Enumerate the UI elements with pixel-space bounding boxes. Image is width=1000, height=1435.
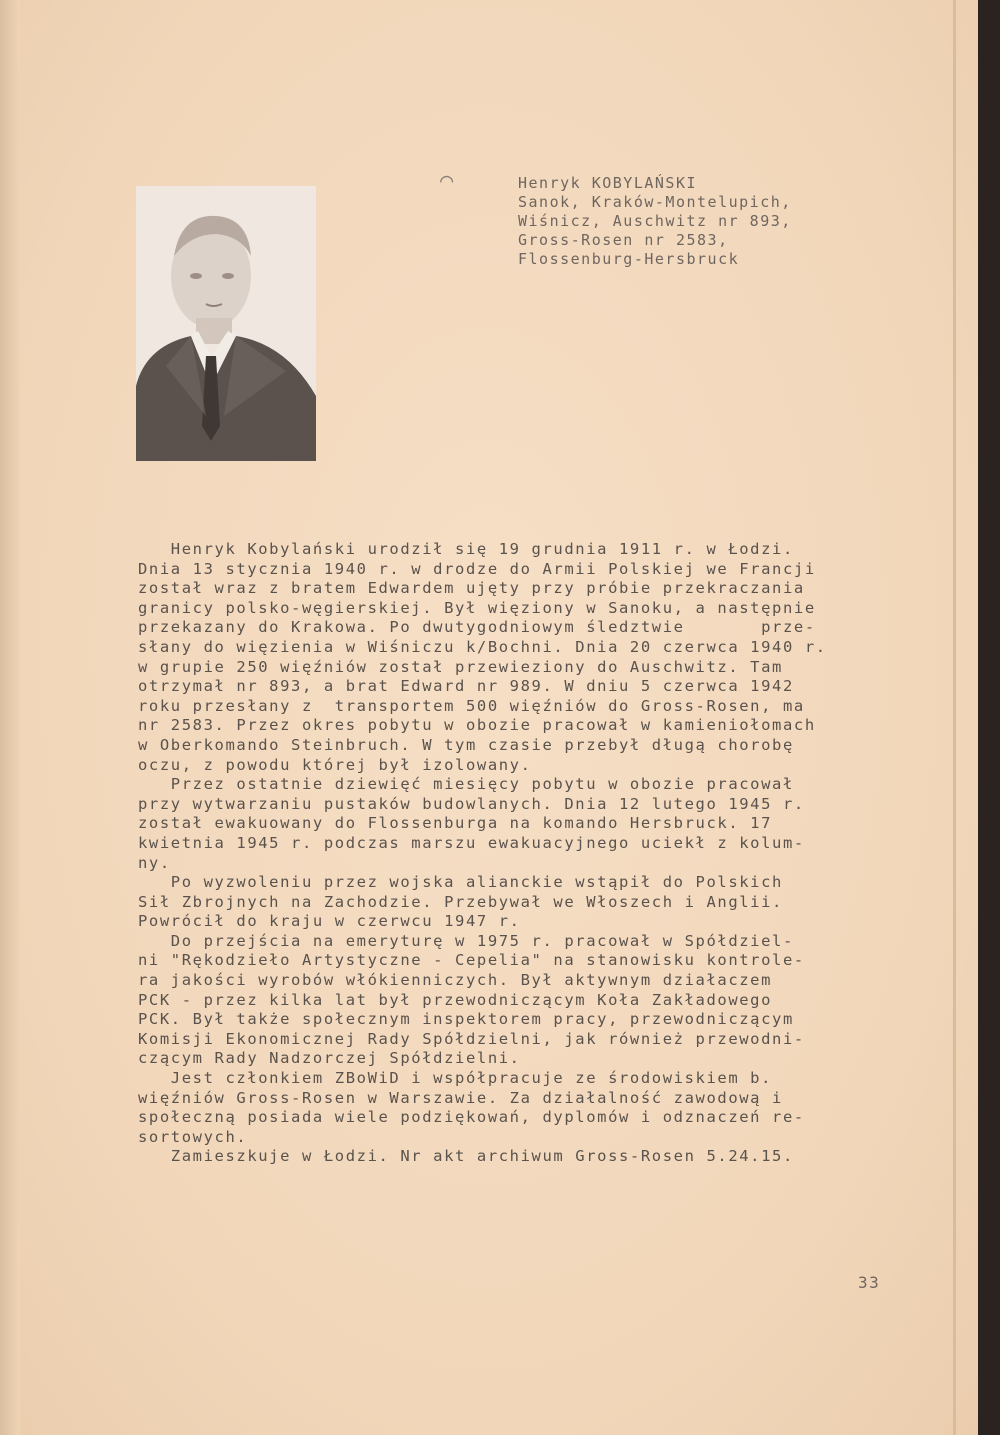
- pencil-mark: ⌒: [440, 168, 454, 193]
- header-name: Henryk KOBYLAŃSKI: [518, 174, 698, 192]
- text-line: czącym Rady Nadzorczej Spółdzielni.: [138, 1049, 521, 1068]
- header-line: Gross-Rosen nr 2583,: [518, 231, 729, 249]
- text-line: ni "Rękodzieło Artystyczne - Cepelia" na stanowisku kontrole-: [138, 951, 805, 970]
- text-line: więźniów Gross-Rosen w Warszawie. Za działalność zawodową i: [138, 1088, 783, 1107]
- text-line: oczu, z powodu której był izolowany.: [138, 755, 532, 774]
- text-line: kwietnia 1945 r. podczas marszu ewakuacyjnego uciekł z kolum-: [138, 833, 805, 852]
- header-line: Wiśnicz, Auschwitz nr 893,: [518, 212, 792, 230]
- text-line: ny.: [138, 853, 171, 872]
- portrait-photo: [136, 186, 316, 461]
- text-line: sortowych.: [138, 1127, 248, 1146]
- text-line: Komisji Ekonomicznej Rady Spółdzielni, jak również przewodni-: [138, 1029, 805, 1048]
- text-line: przy wytwarzaniu pustaków budowlanych. Dnia 12 lutego 1945 r.: [138, 794, 805, 813]
- text-line: PCK - przez kilka lat był przewodniczącym Koła Zakładowego: [138, 990, 773, 1009]
- text-line: Dnia 13 stycznia 1940 r. w drodze do Armii Polskiej we Francji: [138, 559, 816, 578]
- text-line: otrzymał nr 893, a brat Edward nr 989. W dniu 5 czerwca 1942: [138, 677, 794, 696]
- text-line: został wraz z bratem Edwardem ujęty przy próbie przekraczania: [138, 579, 805, 598]
- text-line: słany do więzienia w Wiśniczu k/Bochni. Dnia 20 czerwca 1940 r.: [138, 637, 827, 656]
- text-line: w grupie 250 więźniów został przewieziony do Auschwitz. Tam: [138, 657, 783, 676]
- text-line: Sił Zbrojnych na Zachodzie. Przebywał we Włoszech i Anglii.: [138, 892, 783, 911]
- text-line: w Oberkomando Steinbruch. W tym czasie przebył długą chorobę: [138, 735, 794, 754]
- text-line: Henryk Kobylański urodził się 19 grudnia 1911 r. w Łodzi.: [138, 540, 794, 558]
- text-line: Do przejścia na emeryturę w 1975 r. pracował w Spółdziel-: [138, 931, 794, 950]
- text-line: Powrócił do kraju w czerwcu 1947 r.: [138, 912, 521, 931]
- page-edge: [953, 0, 956, 1435]
- page-number: 33: [858, 1273, 881, 1292]
- text-line: granicy polsko-węgierskiej. Był więziony w Sanoku, a następnie: [138, 598, 816, 617]
- header-line: Flossenburg-Hersbruck: [518, 250, 740, 268]
- page-binding-shadow: [0, 0, 20, 1435]
- text-line: przekazany do Krakowa. Po dwutygodniowym śledztwie prze-: [138, 618, 816, 637]
- text-line: roku przesłany z transportem 500 więźniów do Gross-Rosen, ma: [138, 696, 805, 715]
- text-line: Po wyzwoleniu przez wojska alianckie wstąpił do Polskich: [138, 873, 783, 892]
- biography-text: [138, 540, 908, 1167]
- person-header: [518, 174, 792, 269]
- text-line: społeczną posiada wiele podziękowań, dyplomów i odznaczeń re-: [138, 1108, 805, 1127]
- header-line: Sanok, Kraków-Montelupich,: [518, 193, 792, 211]
- text-line: PCK. Był także społecznym inspektorem pracy, przewodniczącym: [138, 1010, 794, 1029]
- text-line: Zamieszkuje w Łodzi. Nr akt archiwum Gross-Rosen 5.24.15.: [138, 1147, 794, 1166]
- text-line: ra jakości wyrobów włókienniczych. Był aktywnym działaczem: [138, 971, 773, 990]
- text-line: został ewakuowany do Flossenburga na komando Hersbruck. 17: [138, 814, 773, 833]
- text-line: nr 2583. Przez okres pobytu w obozie pracował w kamieniołomach: [138, 716, 816, 735]
- text-line: Przez ostatnie dziewięć miesięcy pobytu w obozie pracował: [138, 775, 794, 794]
- text-line: Jest członkiem ZBoWiD i współpracuje ze środowiskiem b.: [138, 1069, 773, 1088]
